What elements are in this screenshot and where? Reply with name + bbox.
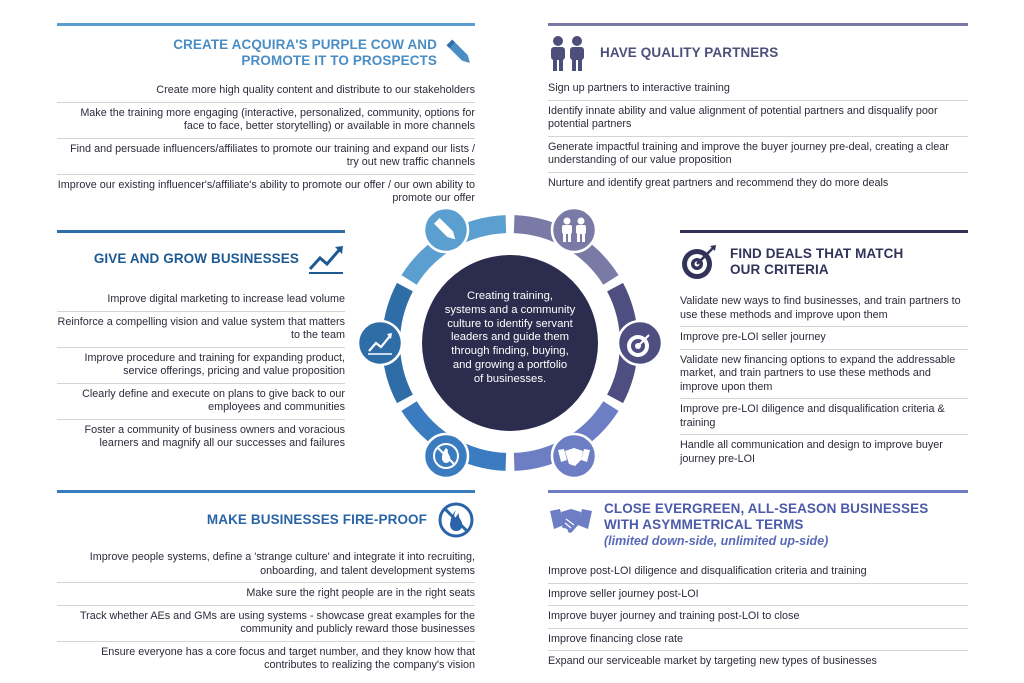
list-item: Identify innate ability and value alignment of potential partners and disqualify poor potential partners: [548, 101, 968, 137]
section-divider: [57, 230, 345, 233]
section-header: [548, 501, 968, 549]
list-item: Create more high quality content and distribute to our stakeholders: [57, 80, 475, 103]
section-title: CREATE ACQUIRA'S PURPLE COW AND: [173, 37, 437, 52]
section-header: [680, 243, 968, 281]
wheel-node-pencil: [424, 208, 468, 252]
section-header: [57, 36, 475, 70]
list-item: Nurture and identify great partners and recommend they do more deals: [548, 176, 889, 189]
list-item: Find and persuade influencers/affiliates to promote our training and expand our lists / try out new traffic channels: [57, 139, 475, 175]
list-item: Reinforce a compelling vision and value system that matters to the team: [57, 312, 345, 348]
list-item: Improve post-LOI diligence and disqualification criteria and training: [548, 561, 968, 584]
list-item: Improve procedure and training for expanding product, service offerings, pricing and value proposition: [57, 348, 345, 384]
growth-chart-icon: [307, 243, 345, 275]
center-text-line: systems and a community: [444, 303, 576, 316]
section-header: [548, 34, 968, 72]
list-item: Improve our existing influencer's/affiliate's ability to promote our offer / our own ability to promote our offer: [57, 178, 475, 204]
section-header: [57, 243, 345, 275]
section-divider: [57, 490, 475, 493]
target-icon: [680, 243, 718, 281]
list-item: Improve financing close rate: [548, 629, 968, 652]
section-title: FIND DEALS THAT MATCH: [730, 246, 904, 261]
list-item: Sign up partners to interactive training: [548, 78, 968, 101]
section-subtitle: (limited down-side, unlimited up-side): [604, 534, 829, 548]
center-text-line: Creating training,: [466, 290, 554, 302]
list-item: Validate new financing options to expand the addressable market, and train partners to use these methods and improve upon them: [680, 350, 968, 400]
list-item: Foster a community of business owners and voracious learners and magnify all our successes and failures: [84, 423, 345, 449]
center-text-line: of businesses.: [473, 372, 547, 385]
item-list: [57, 80, 475, 210]
list-item: Validate new ways to find businesses, and train partners to use these methods and improve upon them: [680, 291, 968, 327]
section-title-line2: OUR CRITERIA: [730, 262, 829, 277]
list-item: Improve people systems, define a 'strange culture' and integrate it into recruiting, onboarding, and talent development systems: [57, 547, 475, 583]
section-give-grow: [57, 230, 345, 455]
section-purple-cow: [57, 23, 475, 210]
section-divider: [680, 230, 968, 233]
list-item: Make the training more engaging (interactive, personalized, community, options for face to face, better storytelling) or available in more channels: [57, 103, 475, 139]
list-item: Handle all communication and design to improve buyer journey pre-LOI: [680, 439, 943, 465]
handshake-icon: [548, 503, 594, 539]
list-item: Improve pre-LOI diligence and disqualification criteria & training: [680, 399, 968, 435]
list-item: Generate impactful training and improve the buyer journey pre-deal, creating a clear understanding of our value proposition: [548, 137, 968, 173]
list-item: Improve buyer journey and training post-LOI to close: [548, 606, 968, 629]
center-text-line: and growing a portfolio: [452, 358, 568, 371]
wheel-node-target: [618, 321, 662, 365]
section-title-line2: PROMOTE IT TO PROSPECTS: [241, 53, 437, 68]
item-list: [57, 289, 345, 455]
list-item: Clearly define and execute on plans to give back to our employees and communities: [57, 384, 345, 420]
list-item: Improve seller journey post-LOI: [548, 584, 968, 607]
center-text-line: through finding, buying,: [451, 345, 569, 358]
section-title: CLOSE EVERGREEN, ALL-SEASON BUSINESSES: [604, 501, 929, 516]
fire-proof-icon: [437, 501, 475, 539]
section-close-evergreen: [548, 490, 968, 673]
list-item: Expand our serviceable market by targeting new types of businesses: [548, 655, 877, 667]
section-divider: [548, 490, 968, 493]
item-list: [548, 561, 968, 673]
section-divider: [548, 23, 968, 26]
section-header: [57, 501, 475, 539]
list-item: Make sure the right people are in the right seats: [57, 583, 475, 606]
wheel-node-partners: [552, 208, 596, 252]
list-item: Improve digital marketing to increase lead volume: [57, 289, 345, 312]
wheel-node-handshake: [552, 434, 596, 478]
section-quality-partners: [548, 23, 968, 194]
center-text-line: leaders and guide them: [450, 331, 570, 344]
list-item: Ensure everyone has a core focus and target number, and they know how that contributes to realizing the company's vision: [101, 645, 475, 671]
section-title: MAKE BUSINESSES FIRE-PROOF: [206, 512, 427, 527]
wheel-node-fire: [424, 434, 468, 478]
item-list: [548, 78, 968, 194]
section-find-deals: [680, 230, 968, 470]
list-item: Track whether AEs and GMs are using systems - showcase great examples for the community and publicly reward those businesses: [57, 606, 475, 642]
list-item: Improve pre-LOI seller journey: [680, 327, 968, 350]
target-icon: [627, 335, 649, 357]
item-list: [680, 291, 968, 470]
center-text-line: culture to identify servant: [447, 317, 573, 330]
wheel-node-growth: [358, 321, 402, 365]
section-fire-proof: [57, 490, 475, 677]
center-statement: [440, 290, 580, 387]
section-title-line2: WITH ASYMMETRICAL TERMS: [604, 517, 804, 532]
pencil-icon: [445, 36, 475, 70]
section-divider: [57, 23, 475, 26]
item-list: [57, 547, 475, 677]
section-title: GIVE AND GROW BUSINESSES: [93, 251, 299, 266]
section-title: HAVE QUALITY PARTNERS: [600, 45, 779, 60]
partners-icon: [548, 34, 588, 72]
